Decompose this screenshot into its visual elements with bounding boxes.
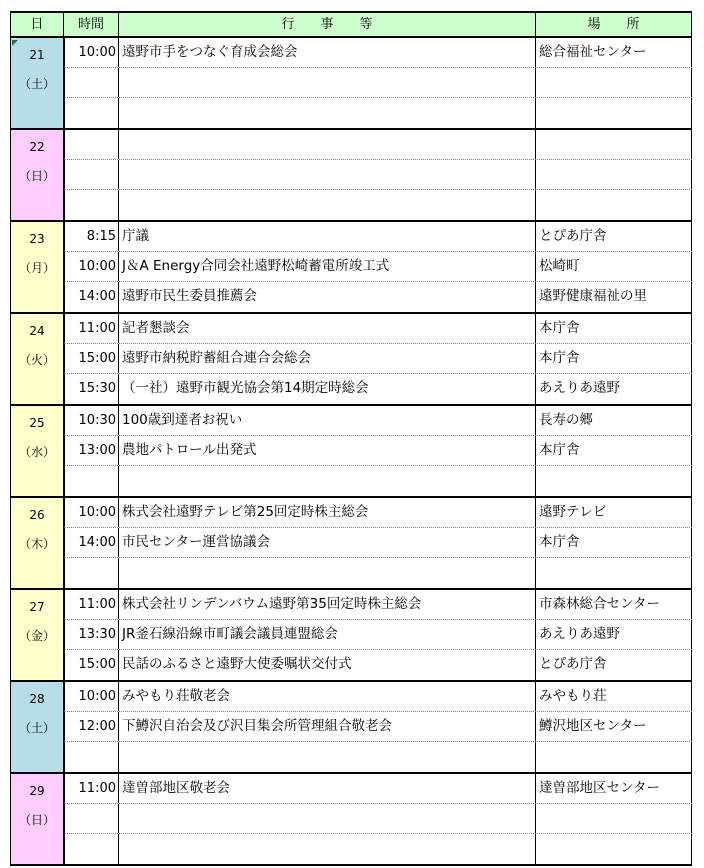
day-cell[interactable] — [10, 682, 64, 772]
time-cell[interactable]: 10:00 — [64, 252, 119, 281]
event-cell[interactable]: 株式会社リンデンバウム遠野第35回定時株主総会 — [119, 590, 536, 619]
table-row — [64, 436, 692, 466]
time-cell[interactable]: 13:30 — [64, 620, 119, 649]
place-cell[interactable]: 遠野テレビ — [536, 498, 692, 527]
table-row — [64, 558, 692, 588]
table-row — [64, 466, 692, 496]
schedule-table — [10, 11, 692, 866]
header-time: 時間 — [64, 13, 119, 36]
day-group — [10, 590, 692, 682]
place-cell[interactable] — [536, 466, 692, 496]
day-cell[interactable] — [10, 406, 64, 496]
time-cell[interactable] — [64, 130, 119, 159]
event-cell[interactable]: 記者懇談会 — [119, 314, 536, 343]
table-row — [64, 98, 692, 128]
table-row — [64, 190, 692, 220]
event-cell[interactable] — [119, 68, 536, 97]
table-row — [64, 160, 692, 190]
day-cell[interactable] — [10, 590, 64, 680]
table-row — [64, 38, 692, 68]
place-cell[interactable]: あえりあ遠野 — [536, 374, 692, 404]
place-cell[interactable] — [536, 742, 692, 772]
time-cell[interactable]: 11:00 — [64, 590, 119, 619]
time-cell[interactable] — [64, 190, 119, 220]
time-cell[interactable]: 14:00 — [64, 528, 119, 557]
day-group — [10, 130, 692, 222]
place-cell[interactable]: 市森林総合センター — [536, 590, 692, 619]
time-cell[interactable] — [64, 98, 119, 128]
time-cell[interactable]: 15:30 — [64, 374, 119, 404]
place-cell[interactable]: 鱒沢地区センター — [536, 712, 692, 741]
place-cell[interactable] — [536, 834, 692, 864]
time-cell[interactable]: 11:00 — [64, 774, 119, 803]
time-cell[interactable] — [64, 68, 119, 97]
event-cell[interactable]: 遠野市納税貯蓄組合連合会総会 — [119, 344, 536, 373]
day-date: 27 — [29, 600, 45, 614]
place-cell[interactable] — [536, 98, 692, 128]
day-weekday: （金） — [18, 629, 55, 643]
time-cell[interactable]: 8:15 — [64, 222, 119, 251]
table-row — [64, 314, 692, 344]
table-row — [64, 804, 692, 834]
day-weekday: （月） — [18, 261, 55, 275]
table-row — [64, 282, 692, 312]
table-row — [64, 712, 692, 742]
day-date: 29 — [29, 784, 45, 798]
place-cell[interactable]: 本庁舎 — [536, 436, 692, 465]
time-cell[interactable]: 10:00 — [64, 38, 119, 67]
event-cell[interactable] — [119, 130, 536, 159]
table-row — [64, 528, 692, 558]
table-row — [64, 222, 692, 252]
event-cell[interactable] — [119, 804, 536, 833]
event-cell[interactable] — [119, 160, 536, 189]
time-cell[interactable]: 10:00 — [64, 682, 119, 711]
day-cell[interactable] — [10, 498, 64, 588]
table-row — [64, 742, 692, 772]
day-cell[interactable] — [10, 222, 64, 312]
event-cell[interactable]: 達曽部地区敬老会 — [119, 774, 536, 803]
day-cell[interactable] — [10, 130, 64, 220]
table-row — [64, 774, 692, 804]
time-cell[interactable]: 15:00 — [64, 344, 119, 373]
event-cell[interactable]: 100歳到達者お祝い — [119, 406, 536, 435]
place-cell[interactable]: 本庁舎 — [536, 344, 692, 373]
day-weekday: （水） — [18, 445, 55, 459]
time-cell[interactable]: 13:00 — [64, 436, 119, 465]
time-cell[interactable] — [64, 804, 119, 833]
time-cell[interactable]: 10:30 — [64, 406, 119, 435]
table-row — [64, 252, 692, 282]
day-cell[interactable] — [10, 314, 64, 404]
table-row — [64, 374, 692, 404]
day-group — [10, 406, 692, 498]
time-cell[interactable]: 11:00 — [64, 314, 119, 343]
day-group — [10, 314, 692, 406]
place-cell[interactable]: 達曽部地区センター — [536, 774, 692, 803]
event-cell[interactable]: J＆A Energy合同会社遠野松崎蓄電所竣工式 — [119, 252, 536, 281]
event-cell[interactable]: 農地パトロール出発式 — [119, 436, 536, 465]
place-cell[interactable]: とぴあ庁舎 — [536, 222, 692, 251]
time-cell[interactable] — [64, 742, 119, 772]
day-date: 26 — [29, 508, 45, 522]
table-header — [10, 11, 692, 38]
time-cell[interactable] — [64, 466, 119, 496]
event-cell[interactable]: 民話のふるさと遠野大使委嘱状交付式 — [119, 650, 536, 680]
time-cell[interactable]: 10:00 — [64, 498, 119, 527]
place-cell[interactable] — [536, 130, 692, 159]
event-cell[interactable] — [119, 558, 536, 588]
table-row — [64, 68, 692, 98]
place-cell[interactable]: 長寿の郷 — [536, 406, 692, 435]
table-row — [64, 498, 692, 528]
table-row — [64, 130, 692, 160]
place-cell[interactable]: とぴあ庁舎 — [536, 650, 692, 680]
place-cell[interactable] — [536, 190, 692, 220]
time-cell[interactable]: 14:00 — [64, 282, 119, 312]
day-group — [10, 38, 692, 130]
place-cell[interactable]: 本庁舎 — [536, 528, 692, 557]
event-cell[interactable] — [119, 98, 536, 128]
time-cell[interactable] — [64, 834, 119, 864]
place-cell[interactable]: みやもり荘 — [536, 682, 692, 711]
time-cell[interactable]: 15:00 — [64, 650, 119, 680]
place-cell[interactable] — [536, 160, 692, 189]
place-cell[interactable] — [536, 558, 692, 588]
event-cell[interactable]: 遠野市民生委員推薦会 — [119, 282, 536, 312]
place-cell[interactable]: 総合福祉センター — [536, 38, 692, 67]
day-weekday: （木） — [18, 537, 55, 551]
day-weekday: （日） — [18, 813, 55, 827]
event-cell[interactable]: みやもり荘敬老会 — [119, 682, 536, 711]
event-cell[interactable]: （一社）遠野市観光協会第14期定時総会 — [119, 374, 536, 404]
day-date: 21 — [29, 48, 45, 62]
schedule-body — [10, 38, 692, 866]
event-cell[interactable]: 遠野市手をつなぐ育成会総会 — [119, 38, 536, 67]
event-cell[interactable] — [119, 742, 536, 772]
time-cell[interactable]: 12:00 — [64, 712, 119, 741]
place-cell[interactable]: 松崎町 — [536, 252, 692, 281]
place-cell[interactable] — [536, 804, 692, 833]
day-weekday: （日） — [18, 169, 55, 183]
place-cell[interactable]: 本庁舎 — [536, 314, 692, 343]
event-cell[interactable] — [119, 466, 536, 496]
table-row — [64, 590, 692, 620]
header-day: 日 — [10, 13, 64, 36]
table-row — [64, 344, 692, 374]
day-date: 28 — [29, 692, 45, 706]
event-cell[interactable]: 市民センター運営協議会 — [119, 528, 536, 557]
cell-corner-marker-icon — [12, 40, 18, 46]
day-cell[interactable] — [10, 38, 64, 128]
place-cell[interactable] — [536, 68, 692, 97]
place-cell[interactable]: あえりあ遠野 — [536, 620, 692, 649]
event-cell[interactable] — [119, 834, 536, 864]
event-cell[interactable]: 下鱒沢自治会及び沢目集会所管理組合敬老会 — [119, 712, 536, 741]
event-cell[interactable]: JR釜石線沿線市町議会議員連盟総会 — [119, 620, 536, 649]
table-row — [64, 834, 692, 864]
table-row — [64, 406, 692, 436]
event-cell[interactable]: 株式会社遠野テレビ第25回定時株主総会 — [119, 498, 536, 527]
day-date: 22 — [29, 140, 45, 154]
event-cell[interactable]: 庁議 — [119, 222, 536, 251]
event-cell[interactable] — [119, 190, 536, 220]
time-cell[interactable] — [64, 558, 119, 588]
day-group — [10, 222, 692, 314]
day-cell[interactable] — [10, 774, 64, 864]
header-place: 場 所 — [536, 13, 692, 36]
table-row — [64, 650, 692, 680]
table-row — [64, 620, 692, 650]
day-date: 24 — [29, 324, 45, 338]
place-cell[interactable]: 遠野健康福祉の里 — [536, 282, 692, 312]
day-group — [10, 774, 692, 866]
day-group — [10, 682, 692, 774]
day-weekday: （土） — [18, 77, 55, 91]
header-event: 行 事 等 — [119, 13, 536, 36]
time-cell[interactable] — [64, 160, 119, 189]
day-weekday: （土） — [18, 721, 55, 735]
day-date: 23 — [29, 232, 45, 246]
day-date: 25 — [29, 416, 45, 430]
day-weekday: （火） — [18, 353, 55, 367]
table-row — [64, 682, 692, 712]
day-group — [10, 498, 692, 590]
